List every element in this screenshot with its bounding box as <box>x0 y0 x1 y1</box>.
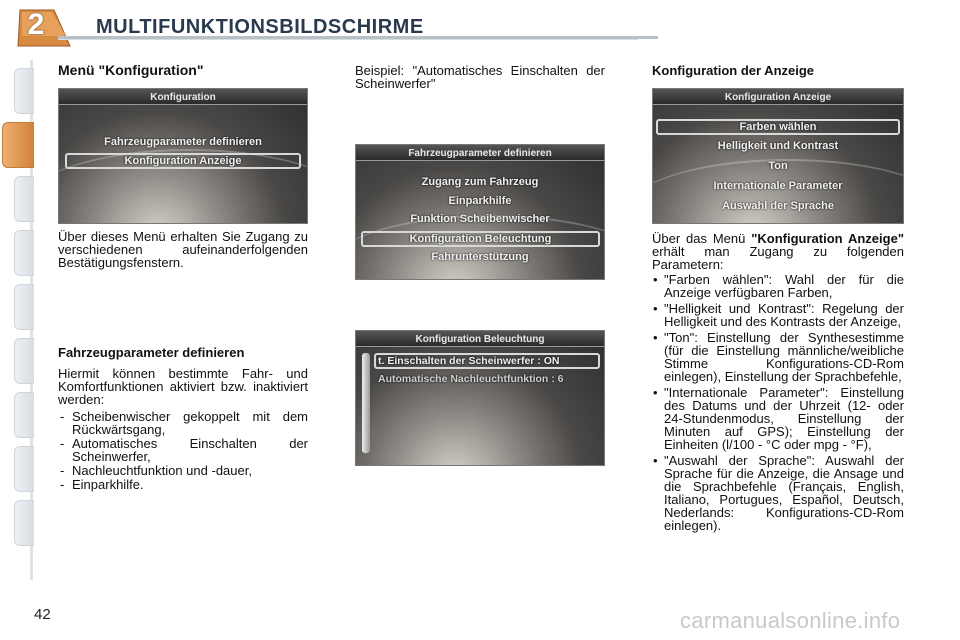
chapter-tab-6[interactable] <box>14 338 34 384</box>
feature-list <box>58 410 308 491</box>
chapter-tab-2-active[interactable] <box>2 122 34 168</box>
screen-item: Fahrunterstützung <box>431 251 529 263</box>
screen-item: Automatische Nachleuchtfunktion : 6 <box>378 373 564 385</box>
watermark: carmanualsonline.info <box>680 608 901 633</box>
col3-list-wrap <box>652 273 904 535</box>
chapter-tab-5[interactable] <box>14 284 34 330</box>
chapter-tab-9[interactable] <box>14 500 34 546</box>
screen-title: Konfiguration <box>150 92 216 103</box>
column-1 <box>58 64 308 77</box>
chapter-tab-7[interactable] <box>14 392 34 438</box>
intro-text: Über das Menü <box>652 231 752 246</box>
chapter-tabs <box>0 68 34 578</box>
col1-intro: Über dieses Menü erhalten Sie Zugang zu verschiedenen aufeinanderfolgenden Bestätigungsfenstern. <box>58 229 308 270</box>
screen-item: Zugang zum Fahrzeug <box>421 176 539 188</box>
screen-item-selected: t. Einschalten der Scheinwerfer : ON <box>374 353 600 369</box>
parameter-list <box>652 273 904 532</box>
chapter-tab-3[interactable] <box>14 176 34 222</box>
chapter-number: 2 <box>27 8 45 41</box>
screen-item: Funktion Scheibenwischer <box>410 213 550 225</box>
list-item: • "Farben wählen": Wahl der für die Anzeige verfügbaren Farben, <box>652 273 904 299</box>
screen-item-selected: Farben wählen <box>656 119 900 135</box>
subsection-text: Hiermit können bestimmte Fahr- und Komfortfunktionen aktiviert bzw. inaktiviert werden: <box>58 366 308 407</box>
screen-konfiguration-anzeige <box>652 88 904 224</box>
list-item: - Einparkhilfe. <box>58 478 308 491</box>
chapter-badge <box>14 6 58 46</box>
col3-intro <box>652 232 904 271</box>
col2-example: Beispiel: "Automatisches Einschalten der Scheinwerfer" <box>355 63 605 91</box>
column-3 <box>652 64 904 77</box>
screen-item: Einparkhilfe <box>448 195 512 207</box>
screen-title: Konfiguration Anzeige <box>724 92 832 103</box>
intro-menu-name: "Konfiguration Anzeige" <box>751 231 904 246</box>
list-item: • "Helligkeit und Kontrast": Regelung der Helligkeit und des Kontrasts der Anzeige, <box>652 302 904 328</box>
header-rule-thin <box>58 39 638 40</box>
list-item: - Nachleuchtfunktion und -dauer, <box>58 464 308 477</box>
list-item: - Automatisches Einschalten der Scheinwerfer, <box>58 437 308 463</box>
screen-konfiguration <box>58 88 308 224</box>
section-title-konfiguration: Menü "Konfiguration" <box>58 62 204 78</box>
page-title: MULTIFUNKTIONSBILDSCHIRME <box>96 16 424 38</box>
chapter-tab-4[interactable] <box>14 230 34 276</box>
subsection-title: Fahrzeugparameter definieren <box>58 345 245 360</box>
screen-scrollbar <box>362 353 370 453</box>
list-item: • "Ton": Einstellung der Synthesestimme (für die Einstellung männliche/weibliche Stimme Konfigurations-CD-Rom einlegen), Einstellung der Sprachbefehle, <box>652 331 904 383</box>
screen-title: Konfiguration Beleuchtung <box>415 334 545 345</box>
screen-item: Internationale Parameter <box>713 180 843 192</box>
screen-item: Helligkeit und Kontrast <box>717 140 839 152</box>
screen-fahrzeugparameter <box>355 144 605 280</box>
screen-item-selected: Konfiguration Beleuchtung <box>361 231 600 247</box>
list-item: - Scheibenwischer gekoppelt mit dem Rückwärtsgang, <box>58 410 308 436</box>
intro-text: erhält man Zugang zu folgenden Parametern: <box>652 244 904 272</box>
list-item: • "Auswahl der Sprache": Auswahl der Sprache für die Anzeige, die Ansage und die Sprachbefehle (Français, English, Italiano, Portugues, Español, Deutsch, Nederlands: Konfigurations-CD-Rom einlegen). <box>652 454 904 532</box>
col1-subsection <box>58 346 308 492</box>
screen-item: Auswahl der Sprache <box>722 200 834 212</box>
screen-item: Ton <box>768 160 788 172</box>
screen-item-selected: Konfiguration Anzeige <box>65 153 301 169</box>
section-title-anzeige: Konfiguration der Anzeige <box>652 63 815 78</box>
chapter-tab-8[interactable] <box>14 446 34 492</box>
screen-beleuchtung <box>355 330 605 466</box>
screen-item: Fahrzeugparameter definieren <box>104 136 262 148</box>
chapter-tab-1[interactable] <box>14 68 34 114</box>
list-item: • "Internationale Parameter": Einstellung des Datums und der Uhrzeit (12- oder 24-Stundenmodus, Einstellung der Minuten auf GPS); Einstellung der Einheiten (l/100 - °C oder mpg - °F), <box>652 386 904 451</box>
screen-title: Fahrzeugparameter definieren <box>408 148 552 159</box>
page-number: 42 <box>34 606 51 623</box>
